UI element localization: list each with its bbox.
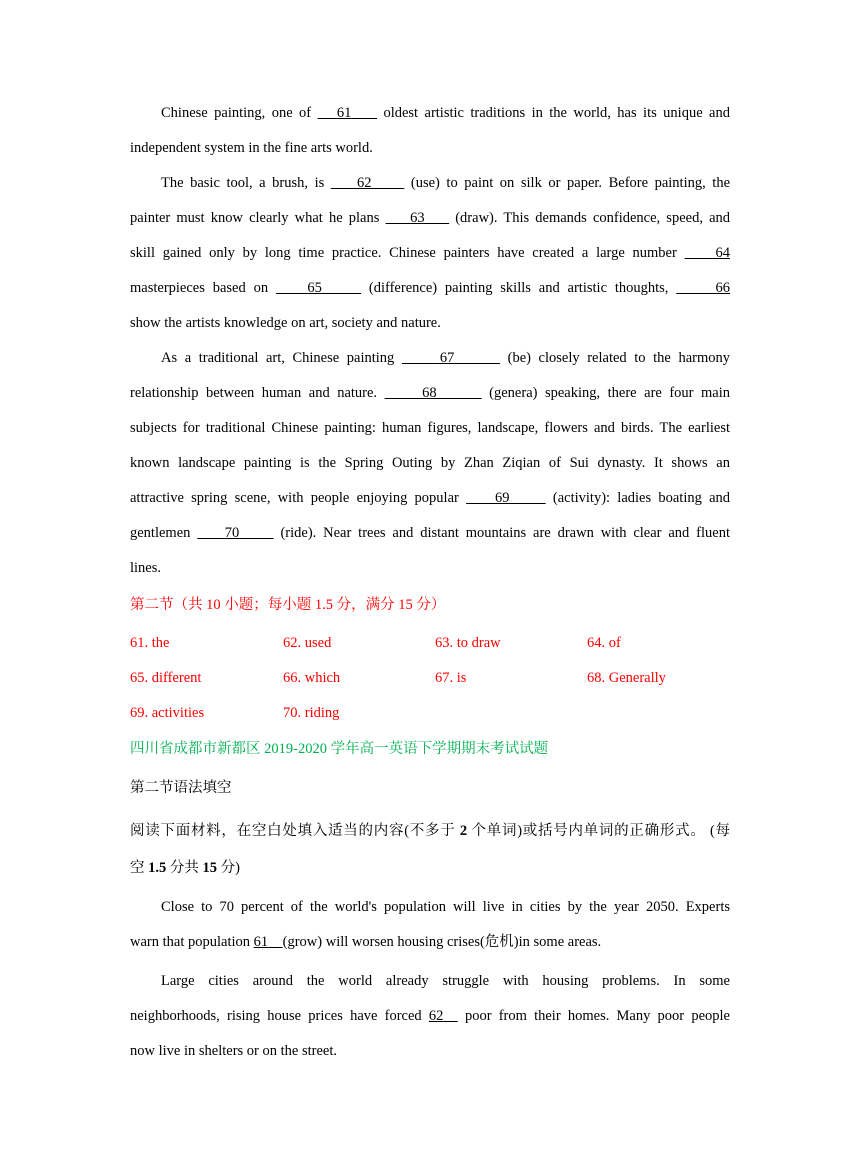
text: relationship between human and nature. bbox=[130, 385, 385, 401]
answer-item: 61. the bbox=[130, 635, 170, 651]
text: Chinese painting, one of bbox=[161, 105, 318, 121]
text: (be) closely related to the harmony bbox=[500, 350, 731, 366]
passage2-line bbox=[130, 1005, 730, 1027]
blank-68: 68 bbox=[422, 385, 437, 401]
passage2-line: Close to 70 percent of the world's population will live in cities by the year 2050. Experts bbox=[161, 899, 730, 915]
passage1-line bbox=[161, 347, 730, 369]
answer-item: 65. different bbox=[130, 670, 202, 686]
passage1-line bbox=[130, 487, 730, 509]
passage2-line: now live in shelters or on the street. bbox=[130, 1043, 337, 1059]
answer-item: 63. to draw bbox=[435, 635, 501, 651]
text: warn that population bbox=[130, 934, 254, 950]
instruction-line bbox=[130, 857, 730, 879]
passage1-line: show the artists knowledge on art, society and nature. bbox=[130, 315, 441, 331]
passage1-line: known landscape painting is the Spring Outing by Zhan Ziqian of Sui dynasty. It shows an bbox=[130, 455, 730, 471]
blank-62: 62 bbox=[357, 175, 372, 191]
blank-66: 66 bbox=[715, 280, 731, 296]
text: (activity): ladies boating and bbox=[545, 490, 731, 506]
answer-item: 70. riding bbox=[283, 705, 340, 721]
passage1-line bbox=[130, 242, 730, 264]
passage1-line bbox=[130, 207, 730, 229]
passage2-line: Large cities around the world already struggle with housing problems. In some bbox=[161, 973, 730, 989]
answer-item: 69. activities bbox=[130, 705, 205, 721]
passage1-line bbox=[130, 522, 730, 544]
text: attractive spring scene, with people enjoying popular bbox=[130, 490, 467, 506]
text: (difference) painting skills and artistic thoughts, bbox=[361, 280, 677, 296]
answer-item: 67. is bbox=[435, 670, 467, 686]
text: (use) to paint on silk or paper. Before painting, the bbox=[404, 175, 731, 191]
text: 个单词)或括号内单词的正确形式。 (每 bbox=[467, 823, 731, 839]
passage1-line: lines. bbox=[130, 560, 162, 576]
answer-item: 64. of bbox=[587, 635, 621, 651]
blank-61: 61 bbox=[336, 105, 352, 121]
text: 2 bbox=[459, 823, 468, 839]
passage2-line bbox=[130, 931, 730, 953]
text: 分共 bbox=[166, 860, 203, 876]
text: (grow) will worsen housing crises(危机)in some areas. bbox=[282, 934, 602, 950]
text: gentlemen bbox=[130, 525, 198, 541]
passage1-line bbox=[161, 172, 730, 194]
passage1-line bbox=[130, 277, 730, 299]
answer-item: 62. used bbox=[283, 635, 332, 651]
text: (draw). This demands confidence, speed, and bbox=[449, 210, 731, 226]
text: 阅读下面材料，在空白处填入适当的内容(不多于 bbox=[130, 823, 460, 839]
blank-64: 64 bbox=[715, 245, 731, 261]
passage1-line bbox=[130, 382, 730, 404]
text: 15 bbox=[202, 860, 217, 876]
text: skill gained only by long time practice. Chinese painters have created a large number bbox=[130, 245, 685, 261]
blank-70: 70 bbox=[224, 525, 240, 541]
text: (ride). Near trees and distant mountains are drawn with clear and fluent bbox=[273, 525, 730, 541]
blank-61: 61 bbox=[253, 934, 269, 950]
section-title: 四川省成都市新都区 2019-2020 学年高一英语下学期期末考试试题 bbox=[130, 741, 549, 757]
text: painter must know clearly what he plans bbox=[130, 210, 386, 226]
text: masterpieces based on bbox=[130, 280, 276, 296]
text: As a traditional art, Chinese painting bbox=[161, 350, 402, 366]
passage1-line bbox=[161, 102, 730, 124]
answer-item: 68. Generally bbox=[587, 670, 666, 686]
passage1-line: independent system in the fine arts world. bbox=[130, 140, 373, 156]
blank-62: 62 bbox=[428, 1008, 444, 1024]
answers-heading: 第二节（共 10 小题；每小题 1.5 分，满分 15 分） bbox=[130, 597, 446, 613]
answer-item: 66. which bbox=[283, 670, 341, 686]
text: neighborhoods, rising house prices have forced bbox=[130, 1008, 429, 1024]
blank-65: 65 bbox=[307, 280, 322, 296]
text: oldest artistic traditions in the world, has its unique and bbox=[377, 105, 730, 121]
text: The basic tool, a brush, is bbox=[161, 175, 331, 191]
passage1-line: subjects for traditional Chinese painting: human figures, landscape, flowers and birds. The earliest bbox=[130, 420, 730, 436]
blank-69: 69 bbox=[495, 490, 510, 506]
text: poor from their homes. Many poor people bbox=[457, 1008, 730, 1024]
text: 分) bbox=[217, 860, 240, 876]
text: 1.5 bbox=[148, 860, 167, 876]
blank-63: 63 bbox=[410, 210, 425, 226]
text: 空 bbox=[130, 860, 149, 876]
instruction-line bbox=[130, 820, 730, 842]
text: (genera) speaking, there are four main bbox=[481, 385, 730, 401]
section-subtitle: 第二节语法填空 bbox=[130, 780, 232, 796]
blank-67: 67 bbox=[439, 350, 455, 366]
